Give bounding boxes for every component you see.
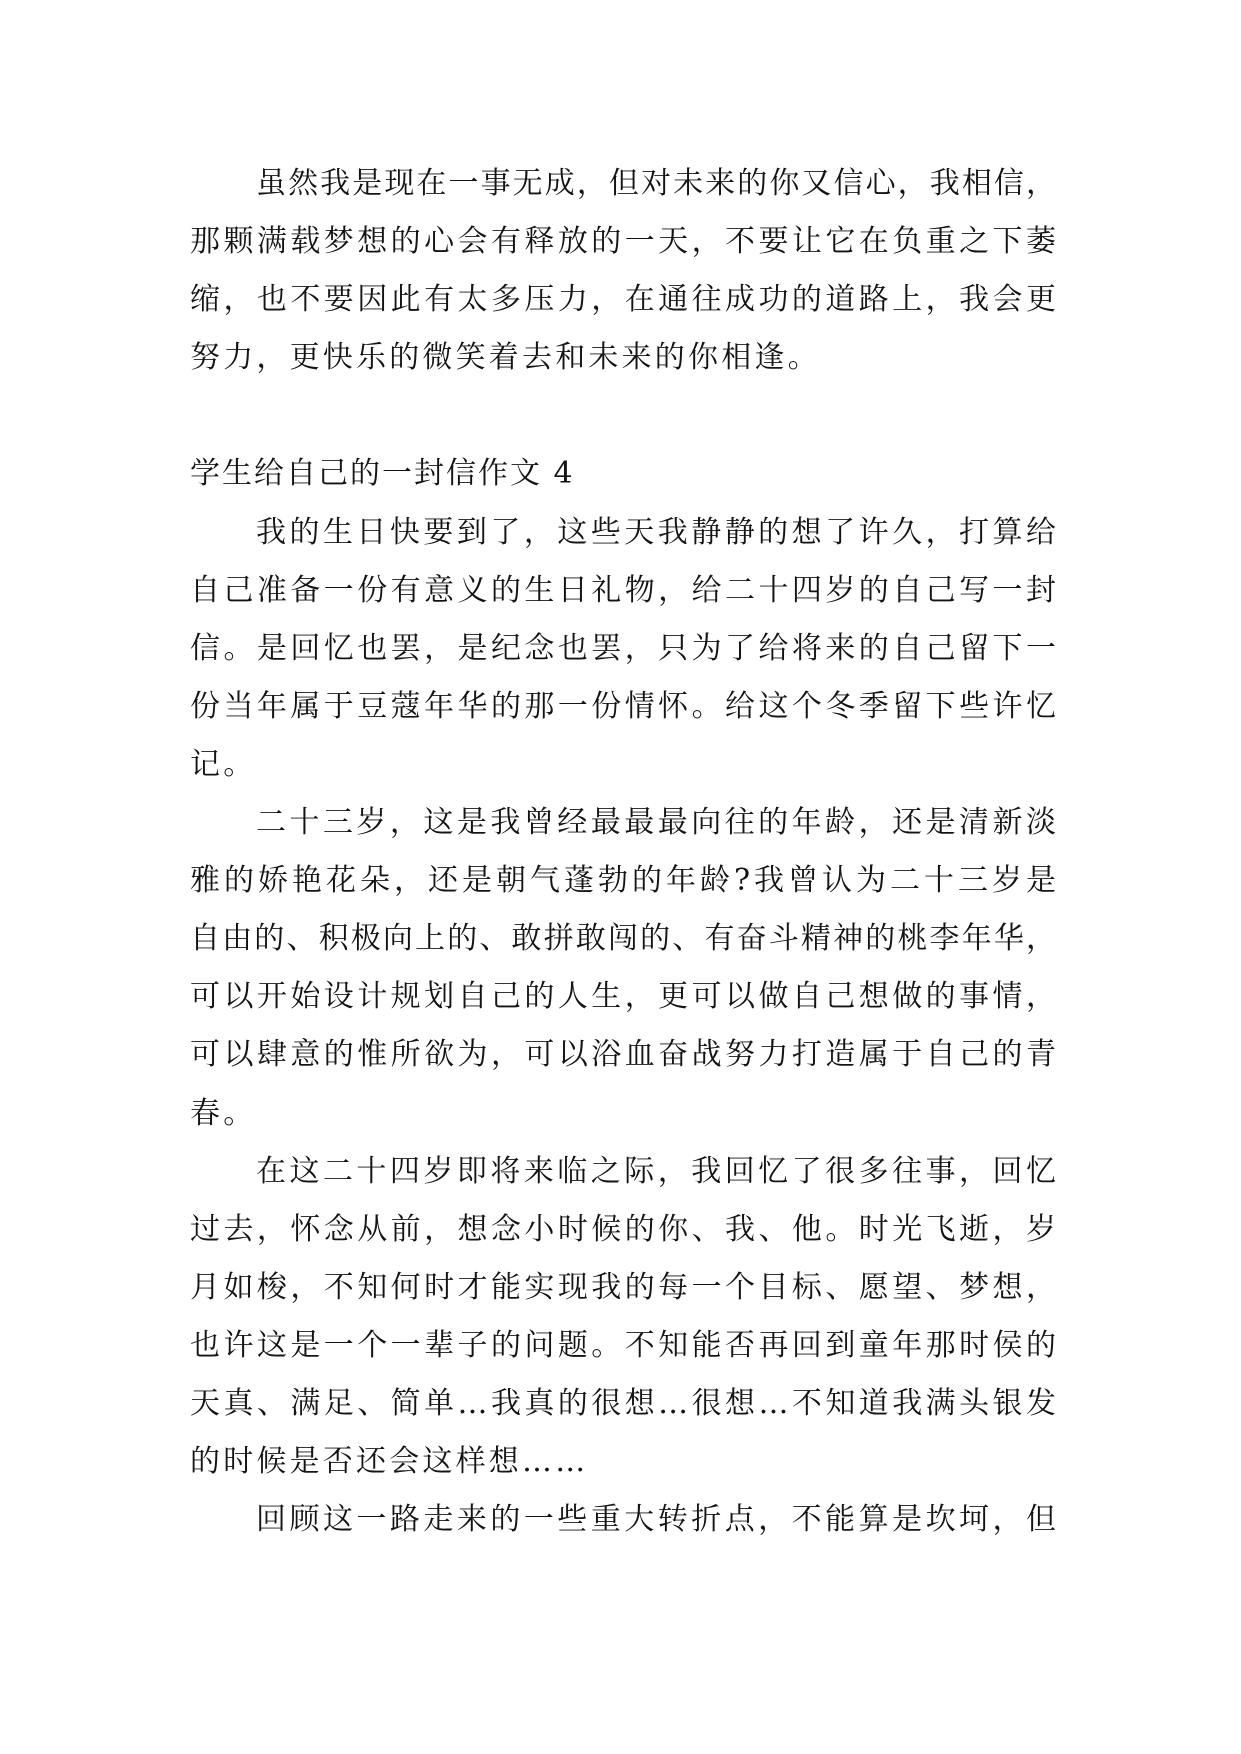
text-line: 春。: [190, 1095, 257, 1131]
text-line: 自由的、积极向上的、敢拼敢闯的、有奋斗精神的桃李年华，: [190, 921, 1056, 957]
text-line: 可以肆意的惟所欲为，可以浴血奋战努力打造属于自己的青: [190, 1037, 1056, 1073]
text-line: 虽然我是现在一事无成，但对未来的你又信心，我相信，: [256, 166, 1056, 201]
text-line: 可以开始设计规划自己的人生，更可以做自己想做的事情，: [190, 979, 1056, 1015]
text-line: 缩，也不要因此有太多压力，在通往成功的道路上，我会更: [190, 282, 1056, 318]
text-line: 也许这是一个一辈子的问题。不知能否再回到童年那时侯的: [190, 1327, 1056, 1363]
text-line: 回顾这一路走来的一些重大转折点，不能算是坎坷，但: [256, 1502, 1056, 1538]
document-body: [190, 155, 1056, 1549]
paragraph-1: [190, 504, 1056, 794]
text-line: 天真、满足、简单…我真的很想…很想…不知道我满头银发: [190, 1385, 1056, 1421]
paragraph-4: [190, 1491, 1056, 1549]
text-line: 那颗满载梦想的心会有释放的一天，不要让它在负重之下萎: [190, 224, 1056, 260]
text-line: 月如梭，不知何时才能实现我的每一个目标、愿望、梦想，: [190, 1269, 1056, 1305]
text-line: 份当年属于豆蔻年华的那一份情怀。给这个冬季留下些许忆: [190, 688, 1056, 724]
text-line: 过去，怀念从前，想念小时候的你、我、他。时光飞逝，岁: [190, 1211, 1056, 1247]
text-line: 二十三岁，这是我曾经最最最向往的年龄，还是清新淡: [256, 805, 1056, 841]
text-line: 自己准备一份有意义的生日礼物，给二十四岁的自己写一封: [190, 572, 1056, 608]
text-line: 记。: [190, 746, 257, 782]
paragraph-2: [190, 794, 1056, 1143]
paragraph-3: [190, 1143, 1056, 1492]
essay-title: 学生给自己的一封信作文 4: [190, 456, 575, 492]
paragraph-intro: [190, 155, 1056, 387]
text-line: 的时候是否还会这样想……: [190, 1444, 589, 1480]
text-line: 在这二十四岁即将来临之际，我回忆了很多往事，回忆: [256, 1153, 1056, 1189]
text-line: 努力，更快乐的微笑着去和未来的你相逢。: [190, 340, 821, 376]
text-line: 雅的娇艳花朵，还是朝气蓬勃的年龄?我曾认为二十三岁是: [190, 863, 1056, 899]
blank-line: [190, 387, 1056, 445]
text-line: 我的生日快要到了，这些天我静静的想了许久，打算给: [256, 514, 1056, 550]
text-line: 信。是回忆也罢，是纪念也罢，只为了给将来的自己留下一: [190, 630, 1056, 666]
